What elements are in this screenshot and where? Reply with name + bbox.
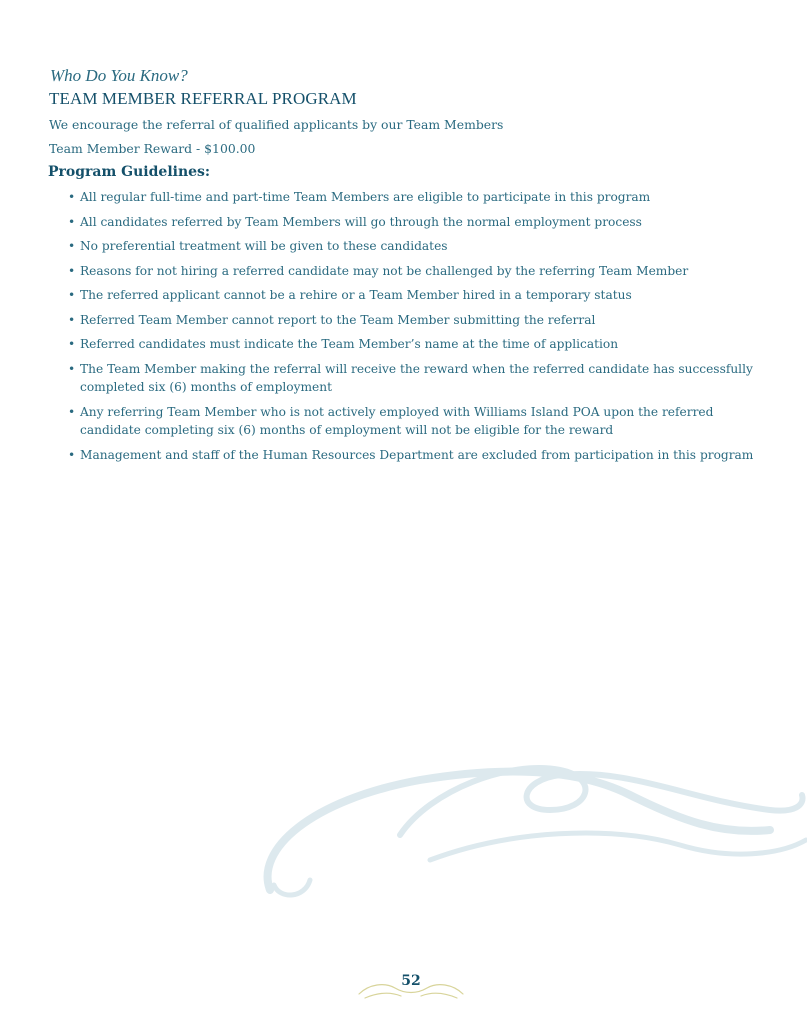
guideline-item [66,213,771,232]
guideline-item [66,360,771,397]
intro-text: We encourage the referral of qualified applicants by our Team Members [49,117,504,132]
page-number: 52 [401,973,421,989]
bullet-icon: • [68,214,76,229]
guideline-item [66,262,771,281]
guideline-item [66,237,771,256]
guideline-item [66,311,771,330]
page-footer [355,968,467,1002]
guideline-item [66,188,771,207]
section-kicker: Who Do You Know? [50,66,188,85]
guideline-item [66,403,771,440]
bullet-icon: • [68,312,76,327]
bullet-icon: • [68,361,76,376]
guideline-text: All candidates referred by Team Members will go through the normal employment process [80,214,642,229]
guideline-text: Referred Team Member cannot report to the Team Member submitting the referral [80,312,596,327]
guideline-text: The Team Member making the referral will receive the reward when the referred candidate has successfully completed six (6) months of employment [80,361,753,394]
decorative-swirl-icon [250,740,807,900]
guideline-item [66,286,771,305]
guideline-text: The referred applicant cannot be a rehire or a Team Member hired in a temporary status [80,288,632,302]
bullet-icon: • [68,190,76,204]
bullet-icon: • [68,337,76,351]
guideline-text: Referred candidates must indicate the Team Member’s name at the time of application [80,337,619,351]
bullet-icon: • [68,239,76,253]
guideline-text: Reasons for not hiring a referred candidate may not be challenged by the referring Team Member [80,263,689,278]
bullet-icon: • [68,288,76,302]
guideline-item [66,446,771,465]
guideline-text: All regular full-time and part-time Team Members are eligible to participate in this program [80,190,651,204]
bullet-icon: • [68,263,76,278]
guideline-item [66,335,771,354]
guidelines-list [66,188,771,470]
guidelines-heading: Program Guidelines: [48,164,211,180]
guideline-text: Management and staff of the Human Resources Department are excluded from participation in this program [80,447,754,462]
bullet-icon: • [68,447,76,462]
reward-text: Team Member Reward - $100.00 [49,141,256,156]
bullet-icon: • [68,404,76,419]
guideline-text: Any referring Team Member who is not actively employed with Williams Island POA upon the referred candidate completing six (6) months of employment will not be eligible for the reward [80,404,714,437]
guideline-text: No preferential treatment will be given to these candidates [80,239,448,253]
page-title: TEAM MEMBER REFERRAL PROGRAM [49,89,357,108]
